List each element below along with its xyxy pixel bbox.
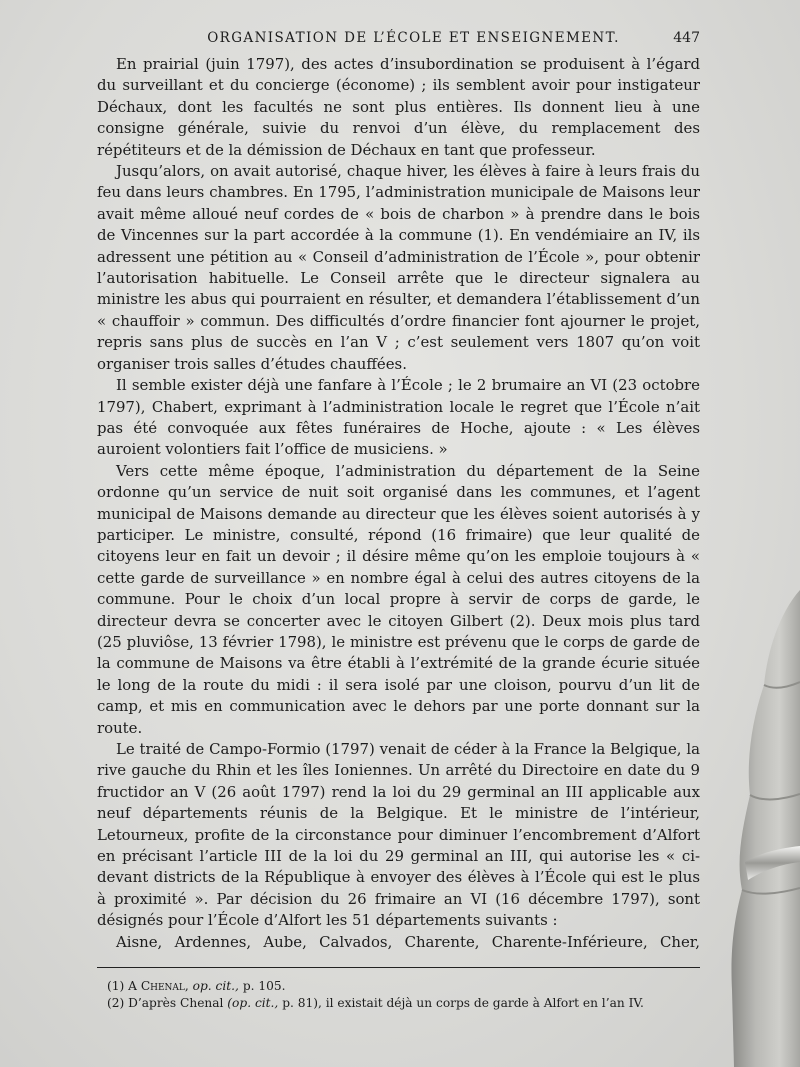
department-list-line: Aisne, Ardennes, Aube, Calvados, Charente, Charente-Inférieure, Cher, <box>116 932 700 951</box>
footnote-2 <box>97 995 700 1012</box>
footnote-text: p. 105. <box>242 979 286 994</box>
paragraph-fanfare: Il semble exister déjà une fanfare à l’École ; le 2 brumaire an VI (23 octobre 1797), Chabert, exprimant à l’administration locale le regret que l’École n’ait pas été convoquée aux fêtes funéraires de Hoche, ajoute : « Les élèves auroient volontiers fait l’office de musiciens. » <box>97 376 700 459</box>
footnote-reference: (op. cit., <box>227 996 279 1011</box>
page-number: 447 <box>673 30 700 46</box>
paragraph-insubordination: En prairial (juin 1797), des actes d’insubordination se produisent à l’égard du surveillant et du concierge (économe) ; ils semblent avoir pour instigateur Déchaux, dont les facultés ne sont plus entières. Ils donnent lieu à une consigne générale, suivie du renvoi d’un élève, du remplacement des répétiteurs et de la démission de Déchaux en tant que professeur. <box>97 55 700 159</box>
running-head <box>97 30 700 54</box>
running-head-title: ORGANISATION DE L’ÉCOLE ET ENSEIGNEMENT. <box>207 30 620 46</box>
paragraph-campo-formio: Le traité de Campo-Formio (1797) venait de céder à la France la Belgique, la rive gauche du Rhin et les îles Ioniennes. Un arrêté du Directoire en date du 9 fructidor an V (26 août 1797) rend la loi du 29 germinal an III applicable aux neuf départements réunis de la Belgique. Et le ministre de l’intérieur, Letourneux, profite de la circonstance pour diminuer l’encombrement d’Alfort en précisant l’article III de la loi du 29 germinal an III, qui autorise les « ci-devant districts de la République à envoyer des élèves à l’École qui est le plus à proximité ». Par décision du 26 frimaire an VI (16 décembre 1797), sont désignés pour l’École d’Alfort les 51 départements suivants : <box>97 740 700 930</box>
footnote-author: A Chenal, <box>128 979 189 994</box>
footnote-reference: op. cit., <box>192 979 239 994</box>
footnote-text: p. 81), il existait déjà un corps de garde à Alfort en l’an IV. <box>282 996 644 1011</box>
hand-illustration <box>690 590 800 1067</box>
footnote-author: D’après Chenal <box>128 996 224 1011</box>
hand-holding-page <box>690 590 800 1067</box>
footnote-1 <box>97 978 700 995</box>
footnotes <box>97 967 700 1012</box>
body-text <box>97 54 700 953</box>
footnote-marker: (2) <box>107 996 125 1011</box>
book-page <box>97 30 700 1012</box>
paragraph-night-service: Vers cette même époque, l’administration du département de la Seine ordonne qu’un service de nuit soit organisé dans les communes, et l’agent municipal de Maisons demande au directeur que les élèves soient autorisés à y participer. Le ministre, consulté, répond (16 frimaire) que leur qualité de citoyens leur en fait un devoir ; il désire même qu’on les emploie toujours à « cette garde de surveillance » en nombre égal à celui des autres citoyens de la commune. Pour le choix d’un local propre à servir de corps de garde, le directeur devra se concerter avec le citoyen Gilbert (2). Deux mois plus tard (25 pluviôse, 13 février 1798), le ministre est prévenu que le corps de garde de la commune de Maisons va être établi à l’extrémité de la grande écurie située le long de la route du midi : il sera isolé par une cloison, pourvu d’un lit de camp, et mis en communication avec le dehors par une porte donnant sur la route. <box>97 461 700 737</box>
footnote-marker: (1) <box>107 979 125 994</box>
paragraph-heating: Jusqu’alors, on avait autorisé, chaque hiver, les élèves à faire à leurs frais du feu dans leurs chambres. En 1795, l’administration municipale de Maisons leur avait même alloué neuf cordes de « bois de charbon » à prendre dans le bois de Vincennes sur la part accordée à la commune (1). En vendémiaire an IV, ils adressent une pétition au « Conseil d’administration de l’École », pour obtenir l’autorisation habituelle. Le Conseil arrête que le directeur signalera au ministre les abus qui pourraient en résulter, et demandera l’établissement d’un « chauffoir » commun. Des difficultés d’ordre financier font ajourner le projet, repris sans plus de succès en l’an V ; c’est seulement vers 1807 qu’on voit organiser trois salles d’études chauffées. <box>97 162 700 373</box>
